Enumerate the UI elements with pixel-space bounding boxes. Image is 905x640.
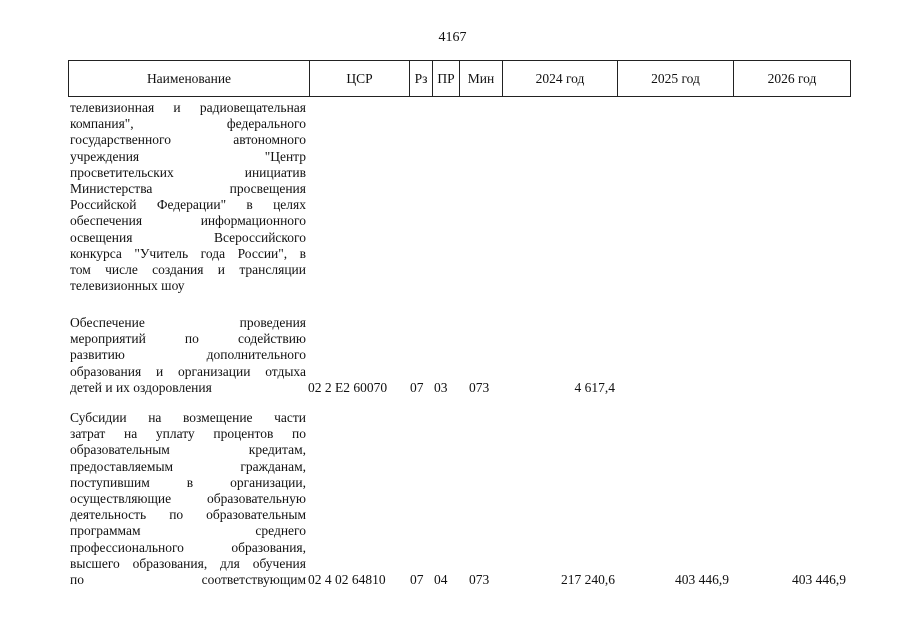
name-line: предоставляемым гражданам, — [70, 458, 306, 474]
name-line: деятельность по образовательным — [70, 507, 306, 523]
header-2024: 2024 год — [503, 61, 618, 97]
name-line: образовательным кредитам, — [70, 442, 306, 458]
cell-2024: 217 240,6 — [561, 572, 615, 587]
name-line: Обеспечение проведения — [70, 315, 306, 330]
name-line: освещения Всероссийского — [70, 229, 306, 245]
name-line: программам среднего — [70, 523, 306, 539]
cell-csr: 02 2 Е2 60070 — [308, 379, 388, 395]
row-name — [70, 315, 306, 396]
name-line: обеспечения информационного — [70, 213, 306, 229]
name-line: компания", федерального — [70, 116, 306, 132]
cell-pr: 03 — [434, 379, 448, 395]
name-line: высшего образования, для обучения — [70, 555, 306, 571]
header-name: Наименование — [69, 61, 310, 97]
name-line: учреждения "Центр — [70, 148, 306, 164]
cell-rz: 07 — [410, 572, 424, 587]
name-line: затрат на уплату процентов по — [70, 426, 306, 442]
name-line: мероприятий по содействию — [70, 331, 306, 347]
header-min: Мин — [460, 61, 503, 97]
page-number: 4167 — [438, 30, 467, 45]
row-name — [70, 100, 306, 294]
cell-2025: 403 446,9 — [675, 572, 729, 587]
cell-min: 073 — [469, 572, 490, 587]
name-line: образования и организации отдыха — [70, 363, 306, 379]
name-line: поступившим в организации, — [70, 474, 306, 490]
cell-rz: 07 — [410, 379, 424, 395]
cell-2026: 403 446,9 — [792, 572, 846, 587]
header-2026: 2026 год — [734, 61, 851, 97]
row-name — [70, 410, 306, 588]
name-line: конкурса "Учитель года России", в — [70, 245, 306, 261]
cell-2024: 4 617,4 — [574, 379, 615, 395]
name-line: государственного автономного — [70, 132, 306, 148]
name-line: Министерства просвещения — [70, 181, 306, 197]
cell-pr: 04 — [434, 572, 448, 587]
name-line: просветительских инициатив — [70, 164, 306, 180]
header-pr: ПР — [433, 61, 460, 97]
name-line: по соответствующим — [70, 572, 306, 588]
name-line: профессионального образования, — [70, 539, 306, 555]
name-line: осуществляющие образовательную — [70, 491, 306, 507]
name-line: развитию дополнительного — [70, 347, 306, 363]
cell-min: 073 — [469, 379, 490, 395]
header-rz: Рз — [410, 61, 433, 97]
header-csr: ЦСР — [310, 61, 410, 97]
name-line: том числе создания и трансляции — [70, 262, 306, 278]
name-line: детей и их оздоровления — [70, 379, 212, 395]
name-line: Субсидии на возмещение части — [70, 410, 306, 425]
name-line: телевизионных шоу — [70, 278, 185, 294]
table-header — [68, 60, 851, 97]
cell-csr: 02 4 02 64810 — [308, 572, 386, 587]
name-line: Российской Федерации" в целях — [70, 197, 306, 213]
header-2025: 2025 год — [618, 61, 734, 97]
name-line: телевизионная и радиовещательная — [70, 100, 306, 115]
